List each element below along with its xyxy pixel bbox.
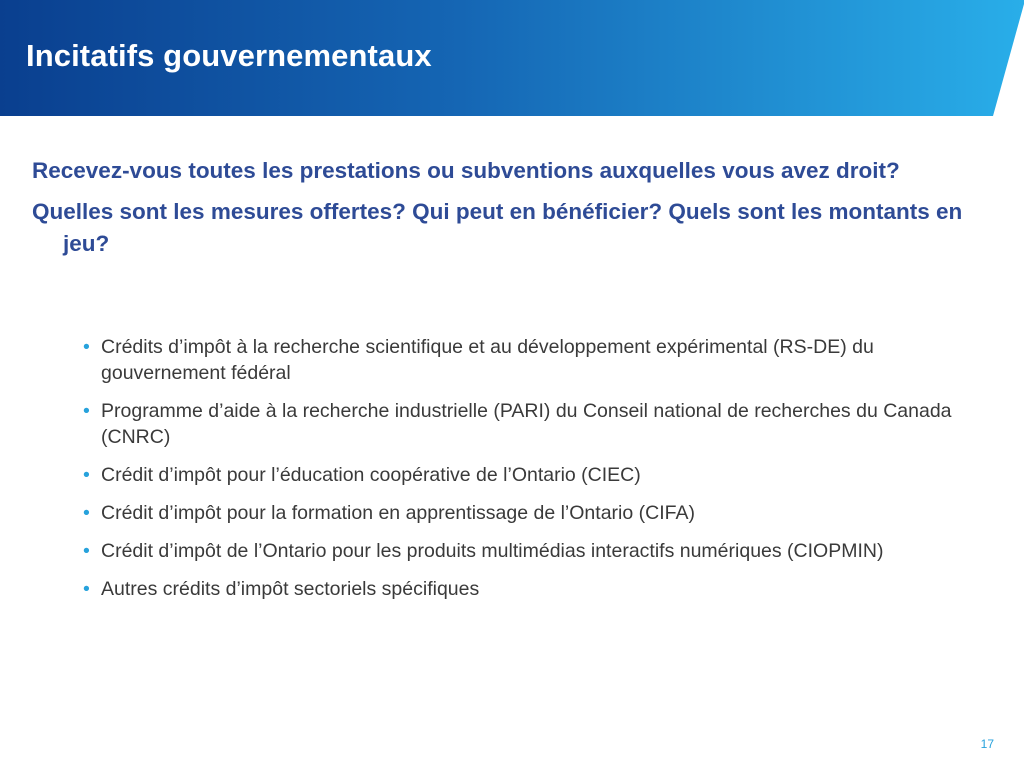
- list-item: [83, 500, 988, 526]
- list-item-text: Crédit d’impôt de l’Ontario pour les produits multimédias interactifs numériques (CIOPMIN): [101, 540, 884, 562]
- list-item: [83, 576, 988, 602]
- slide-title: Incitatifs gouvernementaux: [26, 38, 432, 73]
- bullet-dot-icon: •: [83, 464, 90, 486]
- bullet-dot-icon: •: [83, 336, 90, 358]
- bullet-dot-icon: •: [83, 540, 90, 562]
- list-item-text: Crédit d’impôt pour l’éducation coopérative de l’Ontario (CIEC): [101, 464, 641, 486]
- incentive-list: [83, 334, 988, 614]
- bullet-dot-icon: •: [83, 400, 90, 422]
- list-item-text: Crédit d’impôt pour la formation en apprentissage de l’Ontario (CIFA): [101, 502, 695, 524]
- list-item-text: Crédits d’impôt à la recherche scientifique et au développement expérimental (RS-DE) du gouvernement fédéral: [101, 336, 874, 384]
- list-item-text: Programme d’aide à la recherche industrielle (PARI) du Conseil national de recherches du Canada (CNRC): [101, 400, 952, 448]
- list-item-text: Autres crédits d’impôt sectoriels spécifiques: [101, 578, 480, 600]
- list-item: [83, 538, 988, 564]
- list-item: [83, 462, 988, 488]
- question-1: Recevez-vous toutes les prestations ou subventions auxquelles vous avez droit?: [32, 158, 900, 183]
- page-number: 17: [980, 737, 994, 751]
- bullet-dot-icon: •: [83, 502, 90, 524]
- question-2: Quelles sont les mesures offertes? Qui peut en bénéficier? Quels sont les montants en jeu?: [32, 199, 963, 256]
- question-block: [32, 155, 982, 269]
- list-item: [83, 398, 988, 450]
- list-item: [83, 334, 988, 386]
- bullet-dot-icon: •: [83, 578, 90, 600]
